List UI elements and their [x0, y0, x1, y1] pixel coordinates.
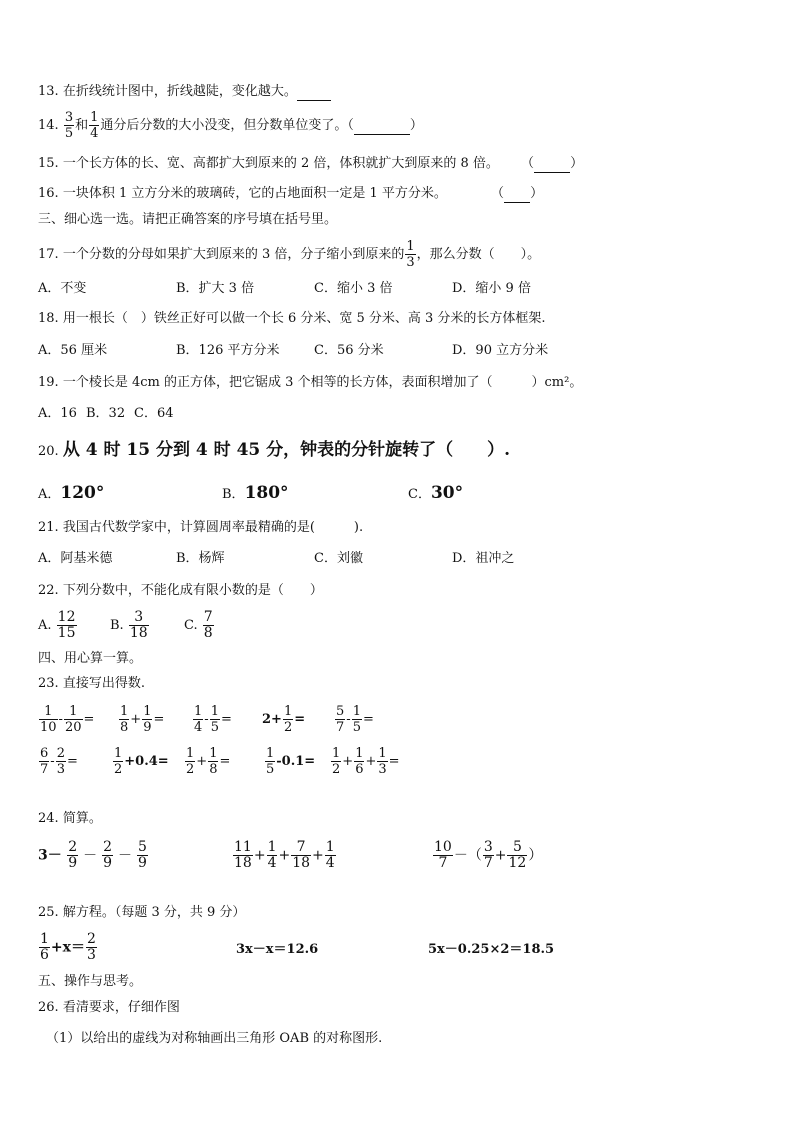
question-text: 一个分数的分母如果扩大到原来的 3 倍，分子缩小到原来的: [62, 247, 405, 262]
sub-question: （1）以给出的虚线为对称轴画出三角形 OAB 的对称图形.: [46, 1031, 383, 1046]
question-number: 17.: [38, 247, 59, 262]
calc-item: 2+ $\frac{1}{2}$ =: [262, 704, 306, 735]
question-text: 通分后分数的大小没变，但分数单位变了。（: [100, 118, 354, 133]
calc-item: $\frac{1}{10}$ - $\frac{1}{20}$ =: [40, 704, 95, 735]
question-number: 25.: [38, 905, 59, 920]
calc-item: $\frac{1}{8}$ + $\frac{1}{9}$ =: [120, 704, 165, 735]
question-number: 19.: [38, 375, 59, 390]
calc-item: $\frac{5}{7}$ - $\frac{1}{5}$ =: [336, 704, 374, 735]
option-a[interactable]: A．不变: [38, 281, 87, 296]
option-c[interactable]: C. $\frac{7}{8}$: [184, 609, 213, 641]
question-22: [38, 583, 323, 599]
question-number: 23.: [38, 676, 59, 691]
option-a[interactable]: A．阿基米德: [38, 551, 113, 566]
question-text: 用一根长（ ）铁丝正好可以做一个长 6 分米、宽 5 分米、高 3 分米的长方体框架.: [62, 311, 546, 326]
expression: 3－ $\frac{2}{9}$ － $\frac{2}{9}$ － $\frac{5}{9}$: [38, 839, 147, 871]
option-a[interactable]: A．120°: [38, 483, 105, 503]
question-text: 简算。: [62, 811, 102, 826]
option-b[interactable]: B．126 平方分米: [176, 343, 280, 358]
answer-blank[interactable]: [297, 84, 331, 101]
question-26: [38, 1000, 180, 1016]
equation: $\frac{1}{6}$ +x＝ $\frac{2}{3}$: [40, 931, 96, 963]
calc-item: $\frac{6}{7}$ - $\frac{2}{3}$ =: [40, 746, 78, 777]
option-b[interactable]: B．扩大 3 倍: [176, 281, 255, 296]
fraction: $\frac{1}{3}$: [406, 239, 415, 270]
option-d[interactable]: D．缩小 9 倍: [452, 281, 531, 296]
option-b[interactable]: B. $\frac{3}{18}$: [110, 609, 148, 641]
section-heading: 四、用心算一算。: [38, 651, 143, 666]
question-number: 18.: [38, 311, 59, 326]
question-text: 直接写出得数.: [62, 676, 145, 691]
option-d[interactable]: D．90 立方分米: [452, 343, 549, 358]
option-c[interactable]: C．64: [134, 406, 174, 421]
question-number: 22.: [38, 583, 59, 598]
question-number: 15.: [38, 156, 59, 171]
question-14: 14. $\frac{3}{5}$ 和 $\frac{1}{4}$ 通分后分数的大小没变，但分数单位变了。（ ）: [38, 110, 423, 141]
question-17: 17. 一个分数的分母如果扩大到原来的 3 倍，分子缩小到原来的 $\frac{1}{3}$ ，那么分数（ ）。: [38, 239, 541, 270]
option-a[interactable]: A．16: [38, 406, 77, 421]
question-number: 20.: [38, 444, 59, 459]
question-23: [38, 676, 145, 692]
calc-item: $\frac{1}{4}$ - $\frac{1}{5}$ =: [194, 704, 232, 735]
equation: 5x－0.25×2＝18.5: [428, 942, 555, 957]
question-number: 26.: [38, 1000, 59, 1015]
fraction: $\frac{1}{4}$: [90, 110, 99, 141]
question-21: [38, 520, 363, 536]
option-b[interactable]: B．杨辉: [176, 551, 225, 566]
expression: $\frac{11}{18}$ + $\frac{1}{4}$ + $\frac{7}{18}$ + $\frac{1}{4}$: [234, 839, 335, 871]
option-a[interactable]: A. $\frac{12}{15}$: [38, 609, 76, 641]
question-24: [38, 811, 102, 827]
question-text: 一个长方体的长、宽、高都扩大到原来的 2 倍，体积就扩大到原来的 8 倍。: [62, 156, 499, 171]
question-16: 16. 一块体积 1 立方分米的玻璃砖，它的占地面积一定是 1 平方分米。 （ ）: [38, 186, 544, 201]
question-number: 13.: [38, 84, 59, 99]
question-text: 我国古代数学家中，计算圆周率最精确的是( ).: [62, 520, 364, 535]
question-number: 24.: [38, 811, 59, 826]
section-heading: 三、细心选一选。请把正确答案的序号填在括号里。: [38, 212, 338, 227]
option-c[interactable]: C．30°: [408, 483, 464, 503]
fraction: $\frac{3}{5}$: [64, 110, 74, 141]
question-text: 看清要求，仔细作图: [62, 1000, 180, 1015]
question-text: 在折线统计图中，折线越陡，变化越大。: [62, 84, 297, 99]
option-c[interactable]: C．刘徽: [314, 551, 363, 566]
question-text: 一块体积 1 立方分米的玻璃砖，它的占地面积一定是 1 平方分米。: [62, 186, 447, 201]
question-number: 14.: [38, 118, 59, 133]
option-b[interactable]: B．32: [86, 406, 126, 421]
option-d[interactable]: D．祖冲之: [452, 551, 515, 566]
expression: $\frac{10}{7}$ －（ $\frac{3}{7}$ + $\frac{5}{12}$ ）: [434, 839, 543, 871]
option-b[interactable]: B．180°: [222, 483, 289, 503]
section-heading: 五、操作与思考。: [38, 974, 143, 989]
question-number: 21.: [38, 520, 59, 535]
calc-item: $\frac{1}{2}$ + $\frac{1}{6}$ + $\frac{1}{3}$ =: [332, 746, 400, 777]
question-text: 解方程。（每题 3 分，共 9 分）: [62, 905, 246, 920]
question-text: 从 4 时 15 分到 4 时 45 分，钟表的分针旋转了（ ）.: [62, 440, 511, 460]
option-c[interactable]: C．56 分米: [314, 343, 384, 358]
answer-blank[interactable]: [504, 186, 530, 203]
calc-item: $\frac{1}{2}$ +0.4=: [114, 746, 169, 777]
question-18: [38, 311, 546, 327]
question-19: [38, 375, 582, 391]
question-25: [38, 905, 245, 921]
question-number: 16.: [38, 186, 59, 201]
question-text: 下列分数中，不能化成有限小数的是（ ）: [62, 583, 323, 598]
answer-blank[interactable]: [534, 156, 570, 173]
equation: 3x－x＝12.6: [236, 942, 319, 957]
calc-item: $\frac{1}{2}$ + $\frac{1}{8}$ =: [186, 746, 231, 777]
answer-blank[interactable]: [354, 118, 410, 135]
question-13: [38, 84, 331, 101]
question-text: 一个棱长是 4cm 的正方体，把它锯成 3 个相等的长方体，表面积增加了（ ）cm²。: [62, 375, 583, 390]
option-c[interactable]: C．缩小 3 倍: [314, 281, 393, 296]
calc-item: $\frac{1}{5}$ -0.1=: [266, 746, 316, 777]
question-15: 15. 一个长方体的长、宽、高都扩大到原来的 2 倍，体积就扩大到原来的 8 倍。 （ ）: [38, 156, 584, 171]
question-20: [38, 440, 510, 460]
option-a[interactable]: A．56 厘米: [38, 343, 108, 358]
